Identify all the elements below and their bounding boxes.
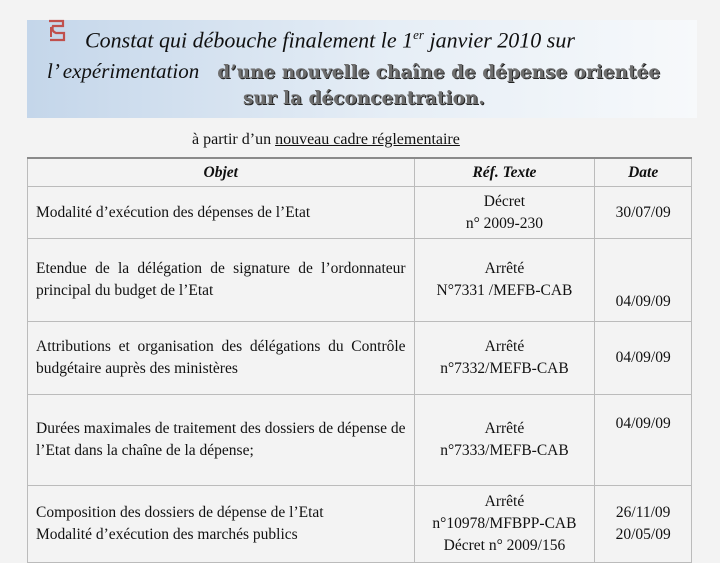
cell-ref: Arrêté n°7332/MEFB-CAB [414,322,595,395]
cell-date: 04/09/09 [595,322,692,395]
cell-date: 04/09/09 [595,239,692,322]
table-row [28,239,692,322]
title-line-3: sur la déconcentration. [243,88,485,109]
cell-objet: Composition des dossiers de dépense de l’Etat Modalité d’exécution des marchés publics [28,486,415,563]
table-row [28,187,692,239]
cell-date: 04/09/09 [595,395,692,486]
table-header-row [28,158,692,187]
table-row [28,486,692,563]
cell-ref: Arrêté n°7333/MEFB-CAB [414,395,595,486]
title-line-1: Constat qui débouche finalement le 1er janvier 2010 sur [85,27,575,53]
cell-date: 30/07/09 [595,187,692,239]
cell-ref: Arrêté N°7331 /MEFB-CAB [414,239,595,322]
cell-objet: Modalité d’exécution des dépenses de l’Etat [28,187,415,239]
subtitle: à partir d’un nouveau cadre réglementaire [192,131,460,148]
header-ref-texte: Réf. Texte [414,158,595,187]
curved-arrow-bullet-icon [47,18,67,44]
title-line-2: l’ expérimentation d’une nouvelle chaîne de dépense orientée [47,59,661,83]
regulations-table [27,157,692,563]
header-objet: Objet [28,158,415,187]
table-row [28,322,692,395]
cell-ref: Arrêté n°10978/MFBPP-CAB Décret n° 2009/156 [414,486,595,563]
header-date: Date [595,158,692,187]
table-row [28,395,692,486]
cell-ref: Décret n° 2009-230 [414,187,595,239]
cell-objet: Attributions et organisation des délégations du Contrôle budgétaire auprès des ministères [28,322,415,395]
cell-objet: Etendue de la délégation de signature de l’ordonnateur principal du budget de l’Etat [28,239,415,322]
cell-date: 26/11/09 20/05/09 [595,486,692,563]
cell-objet: Durées maximales de traitement des dossiers de dépense de l’Etat dans la chaîne de la dépense; [28,395,415,486]
